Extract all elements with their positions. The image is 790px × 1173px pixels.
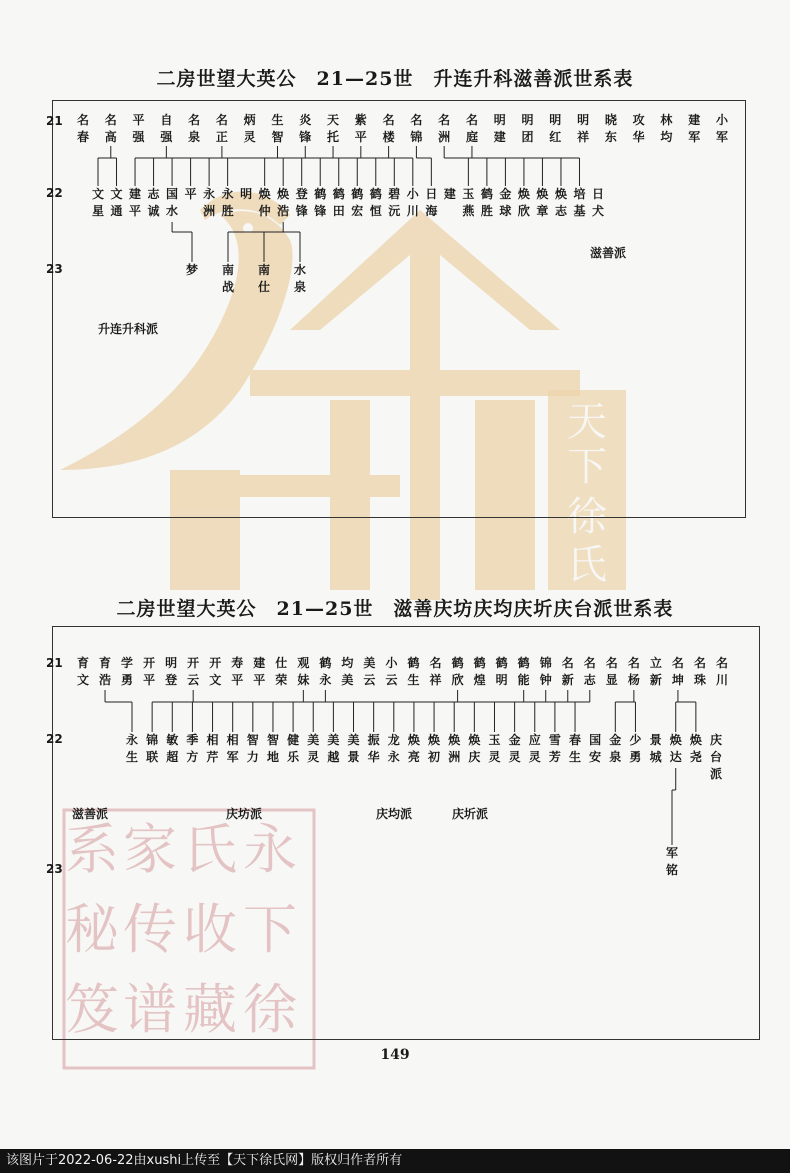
upload-footer-bar: 该图片于2022-06-22由xushi上传至【天下徐氏网】版权归作者所有 — [0, 1149, 790, 1173]
table1-pai-zishan: 滋善派 — [590, 246, 627, 260]
table1-gen21-name: 明团 — [521, 113, 534, 144]
table1-gen21-name: 建军 — [688, 113, 701, 144]
table1-gen22-name: 小川 — [406, 187, 419, 218]
table1-gen21-name: 炳灵 — [243, 113, 256, 144]
table2-gen22-name: 雪芳 — [548, 733, 561, 764]
table1-gen22-name: 鹤锋 — [314, 187, 327, 218]
table1-gen21-name: 名正 — [215, 113, 228, 144]
seal-char: 系 — [65, 818, 119, 881]
seal-char: 收 — [183, 898, 237, 961]
table1-gen21-name: 名锦 — [410, 113, 423, 144]
table2-gen21-name: 观妹 — [297, 656, 310, 687]
table2-gen22-name: 相芹 — [206, 733, 219, 764]
watermark-char-4: 氏 — [567, 542, 607, 588]
table1-gen22-name: 文星 — [91, 187, 104, 218]
table2-gen21-name: 寿平 — [231, 656, 244, 687]
table1-gen22-name: 焕欣 — [517, 187, 530, 218]
table1-gen23-name: 梦 — [185, 263, 198, 277]
table1-gen22-name: 鹤胜 — [480, 187, 493, 218]
table2-gen22-name: 应灵 — [528, 733, 541, 764]
table2-gen21-name: 明登 — [165, 656, 178, 687]
table1-gen21-name: 林均 — [660, 113, 673, 144]
table2-gen21-name: 名川 — [715, 656, 728, 687]
table1-gen21-name: 平强 — [132, 113, 145, 144]
table2-gen21-name: 育文 — [76, 656, 89, 687]
table1-gen21-name: 小军 — [715, 113, 728, 144]
table1-gen22-name: 焕志 — [554, 187, 567, 218]
table1-gen21-name: 明祥 — [577, 113, 590, 144]
table2-gen22-name: 少勇 — [629, 733, 642, 764]
table1-gen21-name: 名庭 — [465, 113, 478, 144]
table2-gen22-name: 景城 — [649, 733, 662, 764]
table1-title: 二房世望大英公 21—25世 升连升科滋善派世系表 — [156, 68, 634, 90]
table1-gen22-name: 日海 — [425, 187, 438, 218]
table2-gen22-name: 锦联 — [146, 733, 159, 764]
table1-gen22-name: 焕仲 — [258, 187, 271, 218]
table2-gen22-name: 健乐 — [287, 733, 300, 764]
table2-gen22-name: 焕初 — [428, 733, 441, 764]
table2-gen22-name: 美越 — [327, 733, 340, 764]
table2-gen22-name: 智力 — [246, 733, 259, 764]
table2-gen22-name: 庆台派 — [709, 733, 722, 781]
table2-pai-qingjun: 庆均派 — [376, 807, 413, 821]
table1-gen22-name: 培基 — [573, 187, 586, 218]
table2-gen22-name: 美景 — [347, 733, 360, 764]
seal-char: 下 — [243, 898, 297, 961]
table1-gen22-name: 建平 — [129, 187, 142, 218]
table2-gen22-name: 焕尧 — [689, 733, 702, 764]
table1-gen22-name: 鹤恒 — [369, 187, 382, 218]
table1-gen21-name: 攻华 — [632, 113, 645, 144]
table1-gen21-name: 名洲 — [438, 113, 451, 144]
table2-gen21-name: 鹤欣 — [451, 656, 464, 687]
seal-char: 秘 — [65, 898, 119, 961]
table2-gen21-name: 名新 — [561, 656, 574, 687]
table2-gen21-name: 建平 — [253, 656, 266, 687]
table2-gen21-name: 锦钟 — [539, 656, 552, 687]
table1-gen23-name: 南战 — [221, 263, 234, 294]
table2-gen21-name: 鹤煌 — [473, 656, 486, 687]
table2-gen-21: 21 — [46, 656, 63, 670]
table1-gen22-name: 文通 — [110, 187, 123, 218]
table1-gen22-name: 金球 — [499, 187, 512, 218]
table2-gen21-name: 名杨 — [627, 656, 640, 687]
table2-gen22-name: 智地 — [266, 733, 279, 764]
table2-gen22-name: 焕达 — [669, 733, 682, 764]
table1-gen22-name: 登锋 — [295, 187, 308, 218]
table1-gen22-name: 明 — [240, 187, 253, 201]
table1-gen22-name: 碧沅 — [388, 187, 401, 218]
table2-gen22-name: 玉灵 — [488, 733, 501, 764]
table2-gen22-name: 春生 — [569, 733, 582, 764]
table2-gen-22: 22 — [46, 732, 63, 746]
table2-gen22-name: 季方 — [186, 733, 199, 764]
table2-gen23-name: 军铭 — [665, 846, 678, 877]
table1-gen21-name: 明红 — [549, 113, 562, 144]
table2-gen21-name: 名显 — [605, 656, 618, 687]
table2-gen21-name: 鹤生 — [407, 656, 420, 687]
table2-pai-zishan: 滋善派 — [72, 807, 109, 821]
table2-gen21-name: 小云 — [385, 656, 398, 687]
table1-gen22-name: 鹤宏 — [351, 187, 364, 218]
table1-gen23-name: 水泉 — [293, 263, 306, 294]
table2-title: 二房世望大英公 21—25世 滋善庆坊庆均庆圻庆台派世系表 — [116, 598, 674, 620]
table1-gen21-name: 名春 — [76, 113, 89, 144]
table2-gen21-name: 均美 — [341, 656, 354, 687]
table2-gen22-name: 焕洲 — [448, 733, 461, 764]
table2-gen21-name: 开云 — [187, 656, 200, 687]
table2-gen22-name: 焕庆 — [468, 733, 481, 764]
table2-gen21-name: 开平 — [143, 656, 156, 687]
table2-gen22-name: 美灵 — [307, 733, 320, 764]
table1-pai-shenglian: 升连升科派 — [98, 322, 159, 336]
table2-gen22-name: 金泉 — [609, 733, 622, 764]
seal-char: 氏 — [183, 818, 237, 881]
seal-char: 传 — [123, 898, 177, 961]
table1-gen21-name: 名高 — [104, 113, 117, 144]
table2-gen22-name: 龙永 — [387, 733, 400, 764]
table2-gen21-name: 美云 — [363, 656, 376, 687]
table1-gen-22: 22 — [46, 186, 63, 200]
seal-char: 笈 — [65, 978, 119, 1041]
table2-gen22-name: 永生 — [125, 733, 138, 764]
watermark-char-3: 徐 — [567, 494, 607, 540]
seal-char: 永 — [243, 818, 297, 881]
table1-gen21-name: 天托 — [327, 113, 340, 144]
table1-gen23-name: 南仕 — [257, 263, 270, 294]
table2-gen21-name: 仕荣 — [275, 656, 288, 687]
table2-gen22-name: 敏超 — [166, 733, 179, 764]
table1-gen22-name: 志诚 — [147, 187, 160, 218]
table1-gen22-name: 日犬 — [591, 187, 604, 218]
seal-char: 徐 — [243, 978, 297, 1041]
table2-gen21-name: 鹤永 — [319, 656, 332, 687]
table2-gen22-name: 振华 — [367, 733, 380, 764]
table2-gen-23: 23 — [46, 862, 63, 876]
watermark-char-1: 天 — [567, 399, 607, 445]
table2-pai-qingqi: 庆圻派 — [452, 807, 489, 821]
table2-gen21-name: 名祥 — [429, 656, 442, 687]
table1-gen22-name: 平 — [184, 187, 197, 201]
seal-char: 谱 — [123, 978, 177, 1041]
table1-gen21-name: 生智 — [271, 113, 284, 144]
page-number: 149 — [380, 1047, 410, 1063]
table2-gen21-name: 鹤能 — [517, 656, 530, 687]
table1-gen21-name: 名楼 — [382, 113, 395, 144]
table2-gen22-name: 焕亮 — [407, 733, 420, 764]
table2-gen22-name: 金灵 — [508, 733, 521, 764]
table2-gen21-name: 名坤 — [671, 656, 684, 687]
table1-gen22-name: 焕浩 — [277, 187, 290, 218]
table1-gen21-name: 自强 — [160, 113, 173, 144]
table1-gen-23: 23 — [46, 262, 63, 276]
table2-gen21-name: 立新 — [649, 656, 662, 687]
table2-pai-qingfang: 庆坊派 — [226, 807, 263, 821]
table1-gen22-name: 建 — [443, 187, 456, 201]
table1-gen21-name: 明建 — [493, 113, 506, 144]
table1-gen22-name: 永胜 — [221, 187, 234, 218]
table1-gen22-name: 玉燕 — [462, 187, 475, 218]
table2-gen21-name: 名珠 — [693, 656, 706, 687]
seal-char: 家 — [123, 818, 177, 881]
seal-char: 藏 — [183, 978, 237, 1041]
table1-gen21-name: 晓东 — [604, 113, 617, 144]
table2-gen22-name: 相军 — [226, 733, 239, 764]
table2-gen21-name: 育浩 — [99, 656, 112, 687]
table1-gen21-name: 紫平 — [354, 113, 367, 144]
table1-gen22-name: 永洲 — [203, 187, 216, 218]
watermark-char-2: 下 — [567, 444, 607, 490]
table2-gen22-name: 国安 — [589, 733, 602, 764]
table2-gen21-name: 鹤明 — [495, 656, 508, 687]
table1-gen-21: 21 — [46, 114, 63, 128]
table1-gen22-name: 鹤田 — [332, 187, 345, 218]
table1-gen21-name: 炎锋 — [299, 113, 312, 144]
table1-gen22-name: 焕章 — [536, 187, 549, 218]
table2-gen21-name: 开文 — [209, 656, 222, 687]
table2-gen21-name: 名志 — [583, 656, 596, 687]
table1-gen22-name: 国水 — [166, 187, 179, 218]
table2-gen21-name: 学勇 — [121, 656, 134, 687]
table1-gen21-name: 名泉 — [188, 113, 201, 144]
